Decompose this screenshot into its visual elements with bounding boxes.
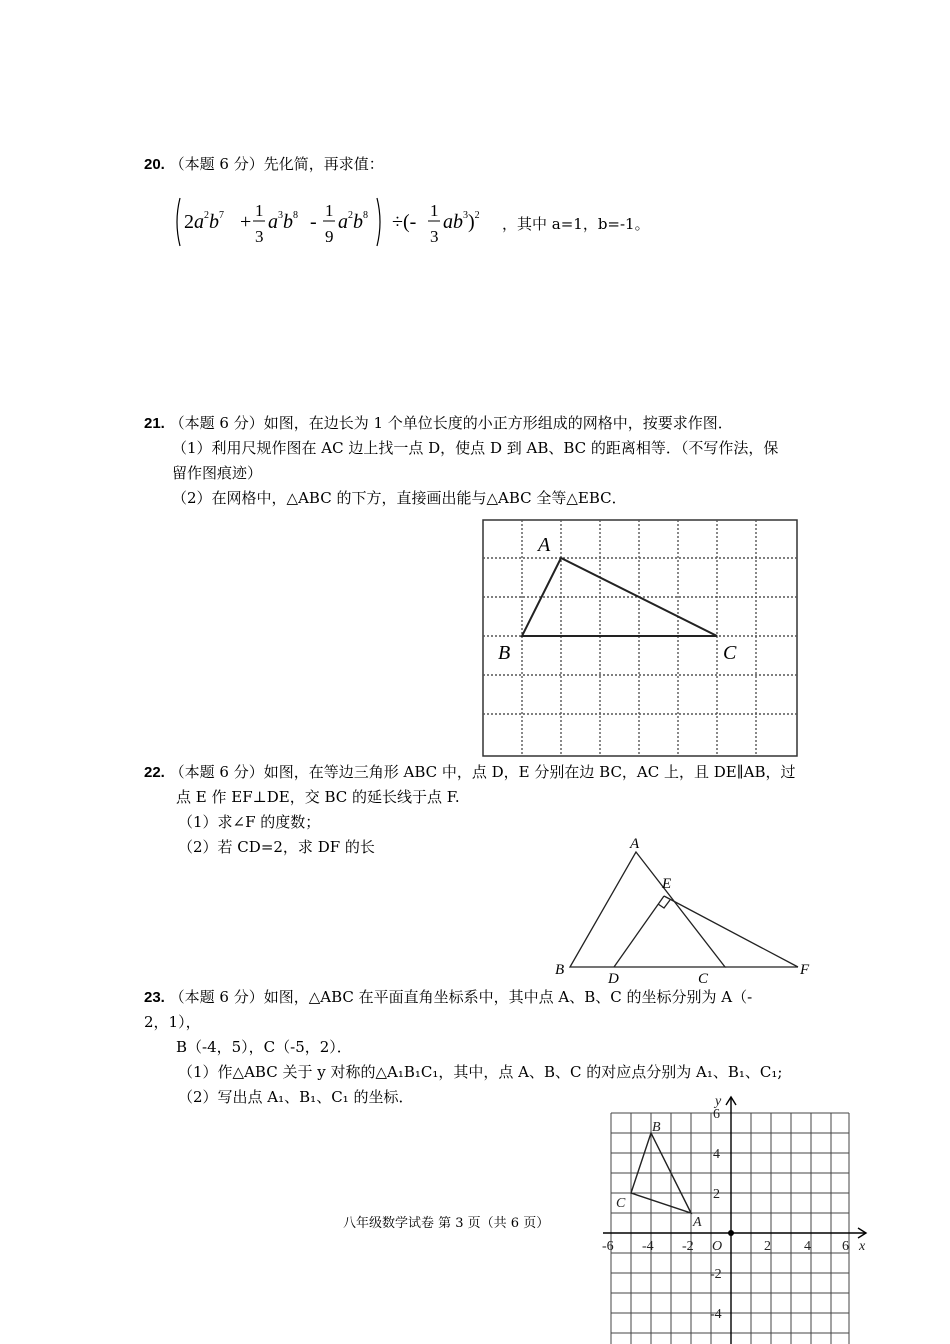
- q22-label-f: F: [800, 962, 810, 978]
- svg-text:2a2b7: $2a^2b^7$: [184, 210, 224, 233]
- q23-number: 23.: [144, 989, 165, 1006]
- q23-header: [144, 987, 752, 1008]
- q23-coordinate-grid: [598, 1093, 876, 1344]
- q21-label-a: A: [538, 534, 551, 556]
- svg-text:-: -: [310, 211, 317, 233]
- q23-xtick: 6: [842, 1239, 849, 1254]
- q21-grid-figure: [482, 519, 798, 757]
- svg-text:1: 1: [430, 201, 439, 220]
- q23-ytick: 2: [713, 1187, 720, 1202]
- svg-text:÷(-: ÷(-: [392, 211, 417, 233]
- q22-triangle-figure: [548, 832, 820, 988]
- svg-text:1: 1: [255, 201, 264, 220]
- svg-text:9: 9: [325, 227, 334, 246]
- q23-ytick: 6: [713, 1107, 720, 1122]
- q23-coords: B（-4，5），C（-5，2）．: [176, 1038, 352, 1056]
- q21-label-c: C: [723, 642, 737, 664]
- q22-part2: （2）若 CD=2，求 DF 的长: [178, 838, 375, 856]
- q21-header: [144, 413, 733, 434]
- svg-text:a3b8: $a^3b^8$: [268, 210, 298, 233]
- q23-xtick: 4: [804, 1239, 811, 1254]
- q21-part2: （2）在网格中，△ABC 的下方，直接画出能与△ABC 全等△EBC．: [172, 489, 627, 507]
- q23-origin: O: [712, 1239, 723, 1254]
- svg-text:3: 3: [255, 227, 264, 246]
- q20-number: 20.: [144, 156, 165, 173]
- svg-text:+: +: [240, 211, 252, 233]
- svg-text:ab3)2: $ab^3)^2$: [443, 210, 480, 233]
- q22-label-b: B: [555, 962, 565, 978]
- q21-part1-line1: （1）利用尺规作图在 AC 边上找一点 D，使点 D 到 AB、BC 的距离相等．（不写作法，保: [172, 439, 779, 457]
- q23-title-line2: 2，1），: [144, 1013, 201, 1031]
- q23-axis-y: y: [715, 1094, 722, 1109]
- q22-part1: （1）求∠F 的度数；: [178, 813, 321, 831]
- q23-ytick: -4: [710, 1307, 722, 1322]
- q22-label-d: D: [608, 971, 619, 987]
- q21-title: （本题 6 分）如图，在边长为 1 个单位长度的小正方形组成的网格中，按要求作图．: [169, 414, 733, 432]
- svg-text:1: 1: [325, 201, 334, 220]
- q20-header: [144, 154, 384, 175]
- q23-title: （本题 6 分）如图，△ABC 在平面直角坐标系中，其中点 A、B、C 的坐标分别为 A（-: [169, 988, 753, 1006]
- q23-point-b: B: [652, 1120, 661, 1135]
- q22-number: 22.: [144, 764, 165, 781]
- q23-xtick: -4: [642, 1239, 654, 1254]
- q21-part1-line2: 留作图痕迹）: [172, 464, 263, 482]
- q23-ytick: -2: [710, 1267, 722, 1282]
- q23-point-a: A: [693, 1215, 702, 1230]
- q22-label-a: A: [630, 836, 640, 852]
- q23-point-c: C: [616, 1196, 626, 1211]
- q23-xtick: -2: [682, 1239, 694, 1254]
- svg-text:3: 3: [430, 227, 439, 246]
- q20-condition: ，其中 a=1，b=-1。: [502, 215, 650, 233]
- q22-header: [144, 762, 796, 783]
- q20-title: （本题 6 分）先化简，再求值：: [169, 155, 384, 173]
- q20-expression: [172, 192, 512, 252]
- q22-label-e: E: [662, 876, 672, 892]
- q21-label-b: B: [498, 642, 511, 664]
- q23-xtick: -6: [602, 1239, 614, 1254]
- svg-text:a2b8: $a^2b^8$: [338, 210, 368, 233]
- q23-ytick: 4: [713, 1147, 720, 1162]
- q23-part1: （1）作△ABC 关于 y 对称的△A₁B₁C₁，其中，点 A、B、C 的对应点分别为 A₁、B₁、C₁;: [178, 1063, 783, 1081]
- q22-label-c: C: [698, 971, 709, 987]
- q23-xtick: 2: [764, 1239, 771, 1254]
- q22-title-line2: 点 E 作 EF⊥DE，交 BC 的延长线于点 F.: [176, 788, 460, 806]
- q22-title: （本题 6 分）如图，在等边三角形 ABC 中，点 D，E 分别在边 BC，AC 上，且 DE∥AB，过: [169, 763, 796, 781]
- q23-part2: （2）写出点 A₁、B₁、C₁ 的坐标．: [178, 1088, 414, 1106]
- page-footer: 八年级数学试卷 第 3 页（共 6 页）: [343, 1216, 550, 1231]
- q23-axis-x: x: [859, 1239, 866, 1254]
- q21-number: 21.: [144, 415, 165, 432]
